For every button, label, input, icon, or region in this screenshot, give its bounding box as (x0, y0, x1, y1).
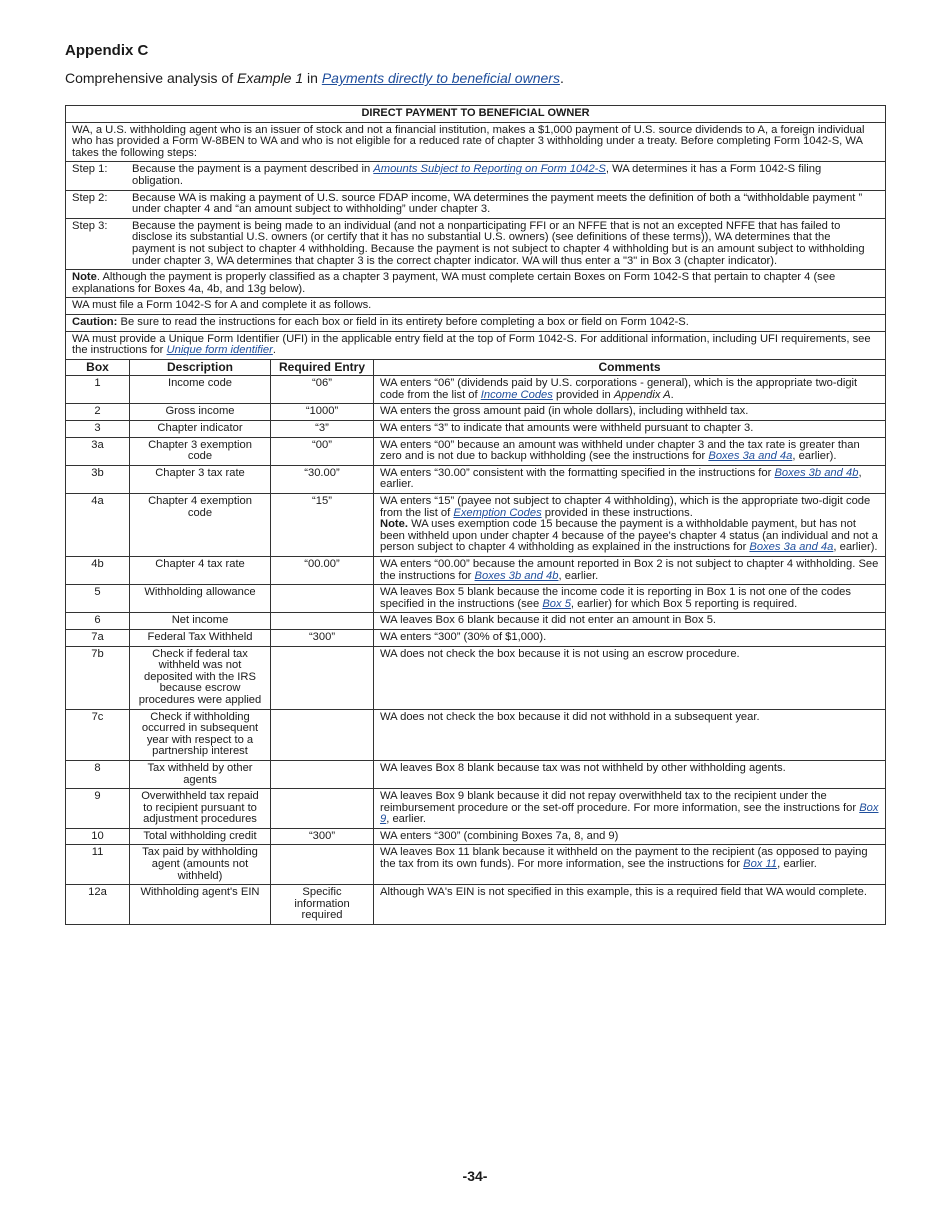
table-row (66, 789, 886, 829)
comment-text: WA leaves Box 5 blank because the income code it is reporting in Box 1 is not one of the codes specified in the instructions (see (380, 586, 851, 610)
table-row (66, 760, 886, 788)
intro-line (65, 70, 564, 86)
required-entry: “300” (271, 629, 374, 646)
box-description: Withholding agent's EIN (130, 885, 271, 925)
box-number: 7b (66, 646, 130, 709)
box-description: Gross income (130, 404, 271, 421)
box-number: 4a (66, 494, 130, 557)
comment-text: WA enters “06” (dividends paid by U.S. corporations - general), which is the appropriate two-digit code from the list of (380, 377, 858, 401)
step-label: Step 3: (72, 219, 108, 232)
comment-text: WA leaves Box 6 blank because it did not enter an amount in Box 5. (380, 614, 717, 627)
comment-cell (374, 421, 886, 438)
caution-text: Be sure to read the instructions for each box or field in its entirety before completing a box or field on Form 1042-S. (117, 315, 689, 328)
step-label: Step 2: (72, 191, 108, 204)
comment-text: , earlier. (386, 813, 427, 826)
required-entry (271, 585, 374, 613)
comment-cell (374, 828, 886, 845)
box-number: 5 (66, 585, 130, 613)
intro-suffix: . (559, 70, 564, 86)
step-text: Because the payment is being made to an individual (and not a nonparticipating FFI or an NFFE that is not an excepted NFFE that has failed to disclose its substantial U.S. owners (or certify that it has no substantial U.S. owners) (see definitions of these terms)), WA determines that the payment is not subject to chapter 4 withholding. Because the payment is not subject to chapter 4 withholding but is an amount subject to withholding under chapter 3, WA determines that chapter 3 is the correct chapter indicator. WA will thus enter a "3" in Box 3 (chapter indicator). (132, 219, 865, 267)
reference-link[interactable]: Boxes 3a and 4a (708, 450, 793, 463)
table-row (66, 376, 886, 404)
table-row (66, 709, 886, 760)
column-header-row (66, 359, 886, 376)
box-number: 3 (66, 421, 130, 438)
comment-text: WA enters “30.00” consistent with the formatting specified in the instructions for (380, 466, 775, 479)
comment-text: , earlier. (558, 569, 599, 582)
ufi-row (66, 331, 886, 359)
table-row (66, 885, 886, 925)
comment-text: WA does not check the box because it did not withhold in a subsequent year. (380, 710, 760, 723)
comment-text: , earlier) for which Box 5 reporting is required. (570, 597, 798, 610)
comment-text: provided in (552, 388, 614, 401)
step-row (66, 162, 886, 190)
comment-text: WA does not check the box because it is not using an escrow procedure. (380, 647, 740, 660)
required-entry: “30.00” (271, 465, 374, 493)
comment-italic: Appendix A (613, 388, 671, 401)
comment-text: WA uses exemption code 15 because the payment is a withholdable payment, but has not been withheld upon under chapter 4 because of the payee's chapter 4 status (an individual and not a person subject to chapter 4 withholding as explained in the instructions for (380, 518, 878, 554)
comment-cell (374, 613, 886, 630)
table-row (66, 421, 886, 438)
required-entry: “06” (271, 376, 374, 404)
comment-cell (374, 845, 886, 885)
box-number: 7a (66, 629, 130, 646)
page-number: -34- (462, 1168, 488, 1184)
box-description: Check if federal tax withheld was not deposited with the IRS because escrow procedures were applied (130, 646, 271, 709)
table-row (66, 828, 886, 845)
must-file-row (66, 298, 886, 315)
table-row (66, 613, 886, 630)
form-1042s-analysis-table (65, 105, 886, 925)
payments-beneficial-owners-link[interactable]: Payments directly to beneficial owners (321, 70, 560, 86)
box-description: Tax withheld by other agents (130, 760, 271, 788)
reference-link[interactable]: Box 11 (743, 858, 778, 871)
box-description: Chapter 4 tax rate (130, 557, 271, 585)
box-description: Chapter indicator (130, 421, 271, 438)
comment-text: WA enters “300” (combining Boxes 7a, 8, and 9) (380, 829, 619, 842)
comment-cell (374, 404, 886, 421)
reference-link[interactable]: Boxes 3b and 4b (774, 466, 859, 479)
table-row (66, 437, 886, 465)
box-description: Total withholding credit (130, 828, 271, 845)
required-entry: “3” (271, 421, 374, 438)
comment-text: provided in these instructions. (541, 506, 693, 519)
table-title: DIRECT PAYMENT TO BENEFICIAL OWNER (66, 106, 886, 123)
comment-text: WA enters “00.00” because the amount reported in Box 2 is not subject to chapter 4 withholding. See the instructions for (380, 558, 879, 582)
scenario-row (66, 122, 886, 162)
required-entry: “1000” (271, 404, 374, 421)
box-number: 12a (66, 885, 130, 925)
comment-text: , earlier. (777, 858, 817, 871)
comment-text: WA enters “00” because an amount was withheld under chapter 3 and the tax rate is greater than zero and is not due to backup withholding (see the instructions for (380, 438, 860, 463)
comment-cell (374, 885, 886, 925)
box-number: 9 (66, 789, 130, 829)
col-header-comments: Comments (374, 359, 886, 376)
comment-text: , earlier). (833, 541, 878, 554)
comment-cell (374, 557, 886, 585)
step-label: Step 1: (72, 163, 108, 176)
intro-example: Example 1 (236, 70, 304, 86)
col-header-description: Description (130, 359, 271, 376)
comment-text: WA enters the gross amount paid (in whole dollars), including withheld tax. (380, 405, 749, 418)
comment-cell (374, 494, 886, 557)
step-row (66, 218, 886, 269)
reference-link[interactable]: Boxes 3a and 4a (749, 541, 834, 554)
note-label: Note (72, 271, 97, 284)
table-row (66, 629, 886, 646)
table-row (66, 494, 886, 557)
comment-text: WA leaves Box 9 blank because it did not repay overwithheld tax to the recipient under the reimbursement procedure or the set-off procedure. For more information, see the instructions for (380, 790, 860, 814)
required-entry: “00” (271, 437, 374, 465)
comment-text: WA leaves Box 8 blank because tax was not withheld by other withholding agents. (380, 761, 786, 774)
box-description: Chapter 3 exemption code (130, 437, 271, 465)
comment-cell (374, 709, 886, 760)
required-entry: “15” (271, 494, 374, 557)
required-entry (271, 709, 374, 760)
comment-cell (374, 760, 886, 788)
scenario-text: WA, a U.S. withholding agent who is an issuer of stock and not a financial institution, makes a $1,000 payment of U.S. source dividends to A, a foreign individual who has provided a Form W-8BEN to WA and who is not eligible for a reduced rate of chapter 3 withholding under a treaty. Before completing Form 1042-S, WA takes the following steps: (66, 122, 886, 162)
appendix-heading: Appendix C (65, 42, 149, 59)
comment-text: Although WA's EIN is not specified in this example, this is a required field that WA would complete. (380, 886, 867, 899)
box-description: Chapter 4 exemption code (130, 494, 271, 557)
comment-text: WA leaves Box 11 blank because it withheld on the payment to the recipient (as opposed to paying the tax from its own funds). For more information, see the instructions for (380, 846, 868, 871)
comment-cell (374, 465, 886, 493)
must-file-text: WA must file a Form 1042-S for A and complete it as follows. (66, 298, 886, 315)
note-row (66, 270, 886, 298)
required-entry (271, 613, 374, 630)
table-row (66, 585, 886, 613)
comment-note-label: Note. (380, 518, 408, 531)
box-number: 2 (66, 404, 130, 421)
box-description: Chapter 3 tax rate (130, 465, 271, 493)
table-row (66, 465, 886, 493)
required-entry: “300” (271, 828, 374, 845)
box-number: 7c (66, 709, 130, 760)
required-entry: Specific information required (271, 885, 374, 925)
box-description: Withholding allowance (130, 585, 271, 613)
reference-link[interactable]: Box 9 (380, 801, 879, 826)
comment-text: . (670, 388, 674, 401)
comment-cell (374, 437, 886, 465)
required-entry: “00.00” (271, 557, 374, 585)
reference-link[interactable]: Income Codes (480, 388, 553, 401)
required-entry (271, 789, 374, 829)
comment-cell (374, 789, 886, 829)
comment-text: , earlier). (792, 450, 837, 463)
comment-cell (374, 629, 886, 646)
comment-text: WA enters “300” (30% of $1,000). (380, 630, 547, 643)
comment-cell (374, 585, 886, 613)
comment-cell (374, 646, 886, 709)
box-number: 1 (66, 376, 130, 404)
box-number: 3a (66, 437, 130, 465)
required-entry (271, 845, 374, 885)
reference-link[interactable]: Boxes 3b and 4b (474, 569, 559, 582)
comment-text: WA enters “3” to indicate that amounts were withheld pursuant to chapter 3. (380, 422, 754, 435)
ufi-suffix: . (272, 344, 276, 357)
unique-form-identifier-link[interactable]: Unique form identifier (166, 344, 273, 357)
step-text: Because WA is making a payment of U.S. source FDAP income, WA determines the payment meets the definition of both a “withholdable payment ” under chapter 4 and “an amount subject to withholding” under chapter 3. (132, 191, 863, 216)
step-text (132, 164, 872, 187)
col-header-required-entry: Required Entry (271, 359, 374, 376)
table-row (66, 646, 886, 709)
box-number: 11 (66, 845, 130, 885)
step-row (66, 190, 886, 218)
box-number: 8 (66, 760, 130, 788)
box-description: Federal Tax Withheld (130, 629, 271, 646)
step-text-part: , WA determines it has a Form 1042-S filing obligation. (132, 163, 822, 187)
box-number: 3b (66, 465, 130, 493)
caution-row (66, 314, 886, 331)
comment-cell (374, 376, 886, 404)
reference-link[interactable]: Box 5 (542, 597, 571, 610)
comment-text: WA enters “15” (payee not subject to chapter 4 withholding), which is the appropriate two-digit code from the list of (380, 495, 871, 519)
table-row (66, 404, 886, 421)
table-title-row (66, 106, 886, 123)
table-row (66, 845, 886, 885)
box-description: Net income (130, 613, 271, 630)
step-text-part: Because the payment is a payment described in (132, 163, 374, 176)
box-description: Income code (130, 376, 271, 404)
box-description: Tax paid by withholding agent (amounts not withheld) (130, 845, 271, 885)
box-number: 6 (66, 613, 130, 630)
intro-prefix: Comprehensive analysis of (65, 70, 237, 86)
required-entry (271, 760, 374, 788)
box-number: 10 (66, 828, 130, 845)
note-text: . Although the payment is properly classified as a chapter 3 payment, WA must complete certain Boxes on Form 1042-S that pertain to chapter 4 (see explanations for Boxes 4a, 4b, and 13g below). (72, 271, 836, 295)
comment-text: , earlier. (380, 466, 862, 491)
required-entry (271, 646, 374, 709)
reference-link[interactable]: Exemption Codes (453, 506, 542, 519)
box-description: Overwithheld tax repaid to recipient pursuant to adjustment procedures (130, 789, 271, 829)
box-number: 4b (66, 557, 130, 585)
caution-label: Caution: (72, 315, 118, 328)
col-header-box: Box (66, 359, 130, 376)
ufi-text: WA must provide a Unique Form Identifier (UFI) in the applicable entry field at the top of Form 1042-S. For additional information, including UFI requirements, see the instructions for (72, 332, 871, 357)
box-description: Check if withholding occurred in subsequent year with respect to a partnership interest (130, 709, 271, 760)
table-row (66, 557, 886, 585)
intro-mid: in (303, 70, 322, 86)
amounts-subject-link[interactable]: Amounts Subject to Reporting on Form 1042-S (373, 163, 606, 176)
